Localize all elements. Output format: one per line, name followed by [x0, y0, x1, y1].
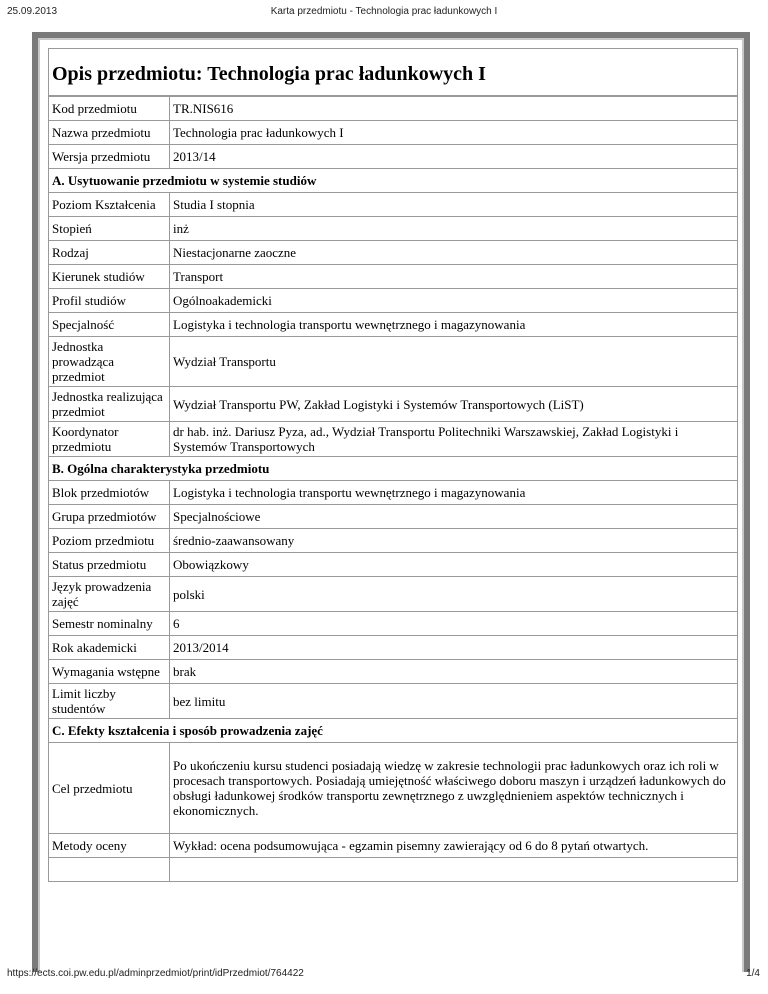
page-title: Opis przedmiotu: Technologia prac ładunkowych I: [48, 48, 738, 96]
field-value: Wykład: ocena podsumowująca - egzamin pisemny zawierający od 6 do 8 pytań otwartych.: [170, 834, 738, 858]
table-row: [49, 313, 738, 337]
section-header: [49, 457, 738, 481]
document-content: [48, 48, 738, 882]
field-label: Kod przedmiotu: [49, 97, 170, 121]
print-url: https://ects.coi.pw.edu.pl/adminprzedmiot/print/idPrzedmiot/764422: [7, 968, 304, 979]
table-row: [49, 660, 738, 684]
table-row: [49, 337, 738, 387]
section-b-title: B. Ogólna charakterystyka przedmiotu: [49, 457, 738, 481]
table-row: [49, 265, 738, 289]
field-value: Logistyka i technologia transportu wewnętrznego i magazynowania: [170, 481, 738, 505]
table-row: [49, 387, 738, 422]
section-header: [49, 169, 738, 193]
empty-cell: [170, 858, 738, 882]
field-label: Rodzaj: [49, 241, 170, 265]
field-label: Wymagania wstępne: [49, 660, 170, 684]
field-label: Wersja przedmiotu: [49, 145, 170, 169]
field-label: Specjalność: [49, 313, 170, 337]
print-date: 25.09.2013: [7, 6, 58, 17]
field-value: polski: [170, 577, 738, 612]
table-row: [49, 684, 738, 719]
table-row: [49, 289, 738, 313]
field-value: Studia I stopnia: [170, 193, 738, 217]
print-footer: [0, 968, 768, 982]
table-row: [49, 193, 738, 217]
table-row: [49, 505, 738, 529]
field-value: inż: [170, 217, 738, 241]
field-label: Jednostka realizująca przedmiot: [49, 387, 170, 422]
table-row: [49, 858, 738, 882]
field-label: Jednostka prowadząca przedmiot: [49, 337, 170, 387]
field-value: Specjalnościowe: [170, 505, 738, 529]
table-row: [49, 612, 738, 636]
field-label: Blok przedmiotów: [49, 481, 170, 505]
field-value: bez limitu: [170, 684, 738, 719]
field-value: TR.NIS616: [170, 97, 738, 121]
field-label: Profil studiów: [49, 289, 170, 313]
print-header: [0, 6, 768, 20]
field-label: Limit liczby studentów: [49, 684, 170, 719]
table-row: [49, 481, 738, 505]
field-label: Kierunek studiów: [49, 265, 170, 289]
section-a-title: A. Usytuowanie przedmiotu w systemie studiów: [49, 169, 738, 193]
document-frame: [32, 32, 750, 972]
section-header: [49, 719, 738, 743]
table-row: [49, 145, 738, 169]
field-label: Rok akademicki: [49, 636, 170, 660]
section-c-title: C. Efekty kształcenia i sposób prowadzenia zajęć: [49, 719, 738, 743]
table-row: [49, 834, 738, 858]
table-row: [49, 422, 738, 457]
table-row: [49, 529, 738, 553]
field-value: Obowiązkowy: [170, 553, 738, 577]
field-label: Metody oceny: [49, 834, 170, 858]
field-label: Język prowadzenia zajęć: [49, 577, 170, 612]
field-label: Cel przedmiotu: [49, 743, 170, 834]
field-value: Ogólnoakademicki: [170, 289, 738, 313]
field-value: średnio-zaawansowany: [170, 529, 738, 553]
table-row: [49, 217, 738, 241]
table-row: [49, 636, 738, 660]
field-label: Poziom przedmiotu: [49, 529, 170, 553]
field-value: Technologia prac ładunkowych I: [170, 121, 738, 145]
field-value: brak: [170, 660, 738, 684]
field-label: Status przedmiotu: [49, 553, 170, 577]
table-row: [49, 577, 738, 612]
field-value: 2013/14: [170, 145, 738, 169]
field-value: 6: [170, 612, 738, 636]
field-label: Nazwa przedmiotu: [49, 121, 170, 145]
empty-cell: [49, 858, 170, 882]
course-table: [48, 96, 738, 882]
field-value: Po ukończeniu kursu studenci posiadają wiedzę w zakresie technologii prac ładunkowych oraz ich roli w procesach transportowych. Posiadają umiejętność właściwego doboru maszyn i urządzeń ładunkowych do obsługi ładunkowej środków transportu zewnętrznego z uwzględnieniem aspektów technicznych i ekonomicznych.: [170, 743, 738, 834]
field-value: Wydział Transportu PW, Zakład Logistyki i Systemów Transportowych (LiST): [170, 387, 738, 422]
field-value: Logistyka i technologia transportu wewnętrznego i magazynowania: [170, 313, 738, 337]
field-value: Transport: [170, 265, 738, 289]
table-row: [49, 241, 738, 265]
field-label: Grupa przedmiotów: [49, 505, 170, 529]
field-value: 2013/2014: [170, 636, 738, 660]
page-number: 1/4: [746, 968, 760, 979]
field-value: dr hab. inż. Dariusz Pyza, ad., Wydział Transportu Politechniki Warszawskiej, Zakład Logistyki i Systemów Transportowych: [170, 422, 738, 457]
field-label: Poziom Kształcenia: [49, 193, 170, 217]
field-value: Niestacjonarne zaoczne: [170, 241, 738, 265]
table-row: [49, 743, 738, 834]
field-label: Koordynator przedmiotu: [49, 422, 170, 457]
table-row: [49, 553, 738, 577]
field-value: Wydział Transportu: [170, 337, 738, 387]
table-row: [49, 97, 738, 121]
field-label: Stopień: [49, 217, 170, 241]
table-row: [49, 121, 738, 145]
print-title: Karta przedmiotu - Technologia prac ładunkowych I: [270, 6, 498, 17]
field-label: Semestr nominalny: [49, 612, 170, 636]
